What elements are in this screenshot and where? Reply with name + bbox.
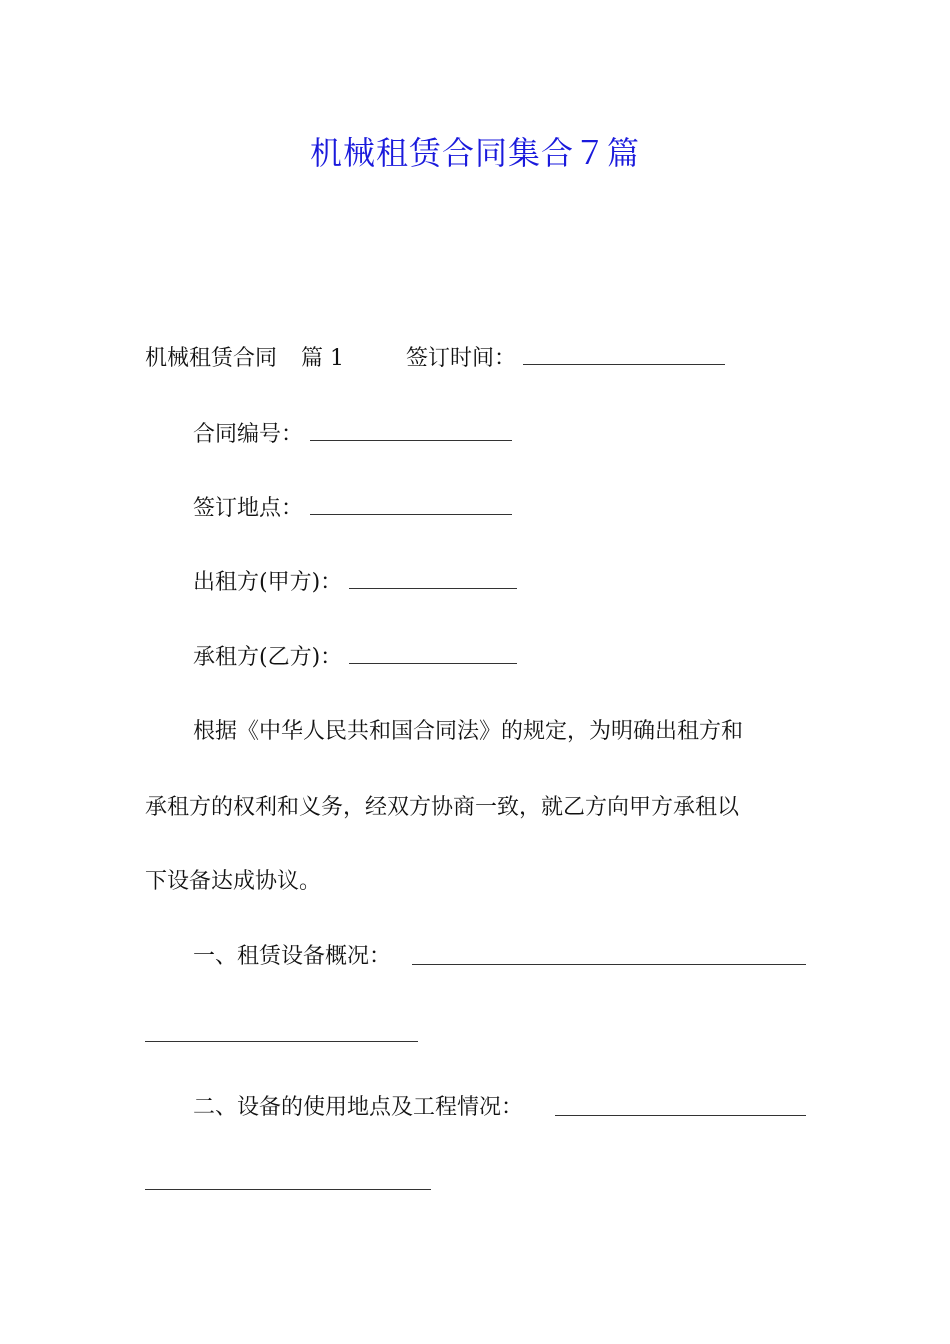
paragraph-line-3: 下设备达成协议。	[145, 869, 322, 894]
lessor-line	[193, 568, 517, 598]
contract-no-line	[193, 420, 512, 450]
lessee-line	[193, 643, 517, 673]
sign-place-blank[interactable]	[310, 496, 512, 515]
contract-no-label: 合同编号：	[193, 422, 304, 447]
lessee-label: 承租方(乙方)：	[193, 645, 343, 670]
header-line	[145, 344, 725, 374]
contract-label: 机械租赁合同	[145, 346, 278, 371]
lessor-blank[interactable]	[349, 570, 517, 589]
paragraph-line-2: 承租方的权利和义务，经双方协商一致，就乙方向甲方承租以	[145, 795, 740, 820]
contract-no-blank[interactable]	[310, 422, 512, 441]
lessee-blank[interactable]	[349, 645, 517, 664]
section-1-line	[193, 942, 391, 972]
document-title: 机械租赁合同集合７篇	[309, 134, 640, 172]
paragraph-line-1: 根据《中华人民共和国合同法》的规定，为明确出租方和	[193, 719, 744, 744]
part-label: 篇 1	[301, 346, 345, 371]
section-2-blank-cont[interactable]	[145, 1188, 431, 1190]
section-1-label: 一、租赁设备概况：	[193, 944, 392, 969]
section-2-blank[interactable]	[555, 1114, 806, 1116]
section-2-label: 二、设备的使用地点及工程情况：	[193, 1095, 524, 1120]
lessor-label: 出租方(甲方)：	[193, 570, 343, 595]
sign-place-label: 签订地点：	[193, 496, 304, 521]
section-1-blank[interactable]	[412, 963, 806, 965]
sign-place-line	[193, 494, 512, 524]
sign-time-label: 签订时间：	[406, 346, 517, 371]
sign-time-blank[interactable]	[523, 346, 725, 365]
section-1-blank-cont[interactable]	[145, 1040, 418, 1042]
section-2-line	[193, 1093, 523, 1123]
